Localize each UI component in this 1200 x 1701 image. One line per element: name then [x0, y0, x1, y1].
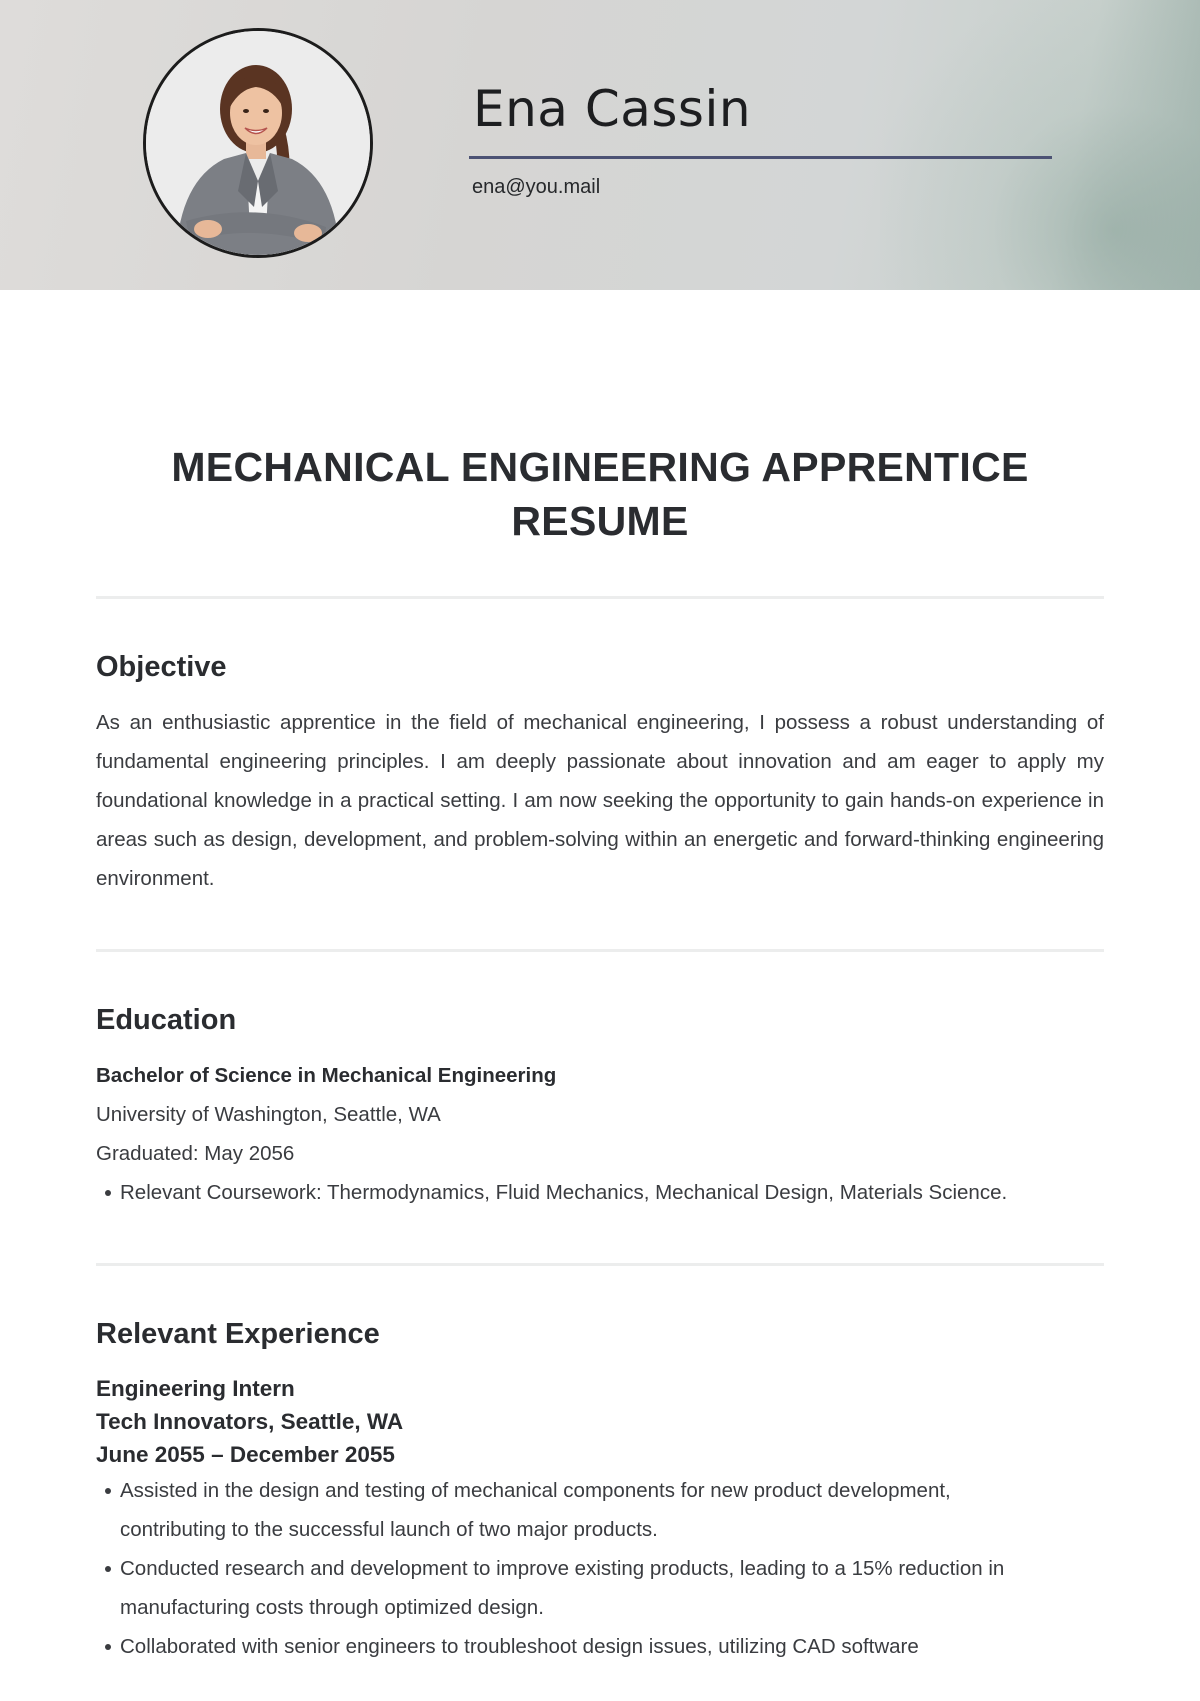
experience-bullet-list [96, 1471, 1104, 1666]
name-underline [469, 156, 1052, 159]
section-divider [96, 1263, 1104, 1266]
experience-heading: Relevant Experience [96, 1318, 380, 1350]
candidate-name: Ena Cassin [473, 80, 752, 138]
objective-section [96, 649, 1104, 898]
list-item: Conducted research and development to improve existing products, leading to a 15% reduction in manufacturing costs through optimized design. [120, 1549, 1104, 1627]
list-item: Relevant Coursework: Thermodynamics, Fluid Mechanics, Mechanical Design, Materials Science. [120, 1173, 1104, 1212]
resume-header [0, 0, 1200, 290]
list-item: Collaborated with senior engineers to troubleshoot design issues, utilizing CAD software [120, 1627, 1104, 1666]
experience-role: Engineering Intern [96, 1376, 295, 1401]
objective-text: As an enthusiastic apprentice in the field of mechanical engineering, I possess a robust understanding of fundamental engineering principles. I am deeply passionate about innovation and am eager to apply my foundational knowledge in a practical setting. I am now seeking the opportunity to gain hands-on experience in areas such as design, development, and problem-solving within an energetic and forward-thinking engineering environment. [96, 711, 1104, 890]
objective-heading: Objective [96, 651, 227, 683]
list-item: Assisted in the design and testing of mechanical components for new product development, contributing to the successful launch of two major products. [120, 1471, 1104, 1549]
experience-section [96, 1316, 1104, 1666]
document-title: MECHANICAL ENGINEERING APPRENTICE RESUME [171, 444, 1029, 544]
resume-body [96, 440, 1104, 1666]
education-heading: Education [96, 1004, 237, 1036]
education-bullet-list [96, 1173, 1104, 1212]
experience-company: Tech Innovators, Seattle, WA [96, 1409, 404, 1434]
profile-photo [143, 28, 373, 258]
education-school: University of Washington, Seattle, WA [96, 1103, 441, 1126]
section-divider [96, 949, 1104, 952]
education-section [96, 1002, 1104, 1212]
education-graduated: Graduated: May 2056 [96, 1142, 295, 1165]
candidate-email[interactable]: ena@you.mail [472, 176, 601, 198]
header-gradient-glow [880, 0, 1200, 290]
education-degree: Bachelor of Science in Mechanical Engineering [96, 1064, 557, 1087]
section-divider [96, 596, 1104, 599]
profile-photo-illustration [146, 31, 370, 255]
experience-dates: June 2055 – December 2055 [96, 1442, 395, 1467]
